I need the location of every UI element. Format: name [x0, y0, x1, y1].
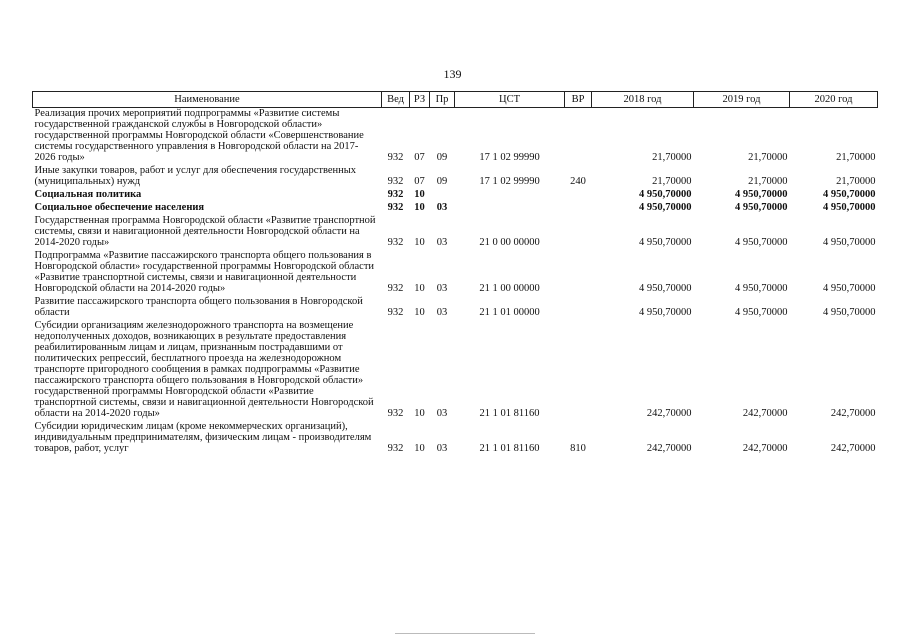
- table-row: [33, 215, 878, 250]
- cell-y2020: 4 950,70000: [823, 202, 876, 213]
- cell-name: Государственная программа Новгородской области «Развитие транспортной системы, связи и навигационной деятельности Новгородской области на 2014-2020 годы»: [34, 215, 376, 248]
- table-row: [33, 296, 878, 320]
- cell-vr: [565, 320, 592, 421]
- header-2018: 2018 год: [592, 92, 694, 108]
- cell-cst: 21 1 01 81160: [479, 443, 540, 454]
- cell-ved: 932: [387, 283, 404, 294]
- cell-vr: [565, 296, 592, 320]
- cell-rz: 10: [414, 408, 425, 419]
- cell-y2019: 4 950,70000: [735, 189, 788, 200]
- cell-rz: 10: [414, 283, 425, 294]
- cell-vr: [565, 108, 592, 166]
- cell-pr: 03: [436, 283, 448, 294]
- cell-pr: 03: [436, 202, 448, 213]
- cell-vr: [565, 202, 592, 215]
- cell-y2018: 4 950,70000: [639, 237, 692, 248]
- cell-cst: 21 1 00 00000: [479, 283, 540, 294]
- cell-y2019: 4 950,70000: [735, 202, 788, 213]
- cell-rz: 10: [414, 189, 425, 200]
- cell-y2019: 4 950,70000: [735, 307, 788, 318]
- cell-pr: 03: [436, 443, 448, 454]
- cell-rz: 10: [414, 202, 425, 213]
- cell-name: Развитие пассажирского транспорта общего пользования в Новгородской области: [34, 296, 363, 318]
- cell-y2018: 4 950,70000: [639, 307, 692, 318]
- cell-pr: 09: [436, 152, 448, 163]
- cell-y2020: 21,70000: [836, 152, 876, 163]
- cell-y2020: 242,70000: [830, 443, 876, 454]
- cell-vr: [565, 189, 592, 202]
- cell-ved: 932: [387, 152, 404, 163]
- cell-vr: 240: [570, 176, 586, 187]
- cell-ved: 932: [387, 408, 404, 419]
- cell-y2020: 4 950,70000: [823, 189, 876, 200]
- cell-rz: 10: [414, 237, 425, 248]
- cell-y2020: 4 950,70000: [823, 283, 876, 294]
- cell-y2018: 4 950,70000: [639, 189, 692, 200]
- cell-y2018: 242,70000: [646, 408, 692, 419]
- cell-y2018: 242,70000: [646, 443, 692, 454]
- budget-table: [32, 91, 878, 456]
- cell-rz: 10: [414, 443, 425, 454]
- cell-y2020: 242,70000: [830, 408, 876, 419]
- table-row: [33, 108, 878, 166]
- table-row: [33, 202, 878, 215]
- cell-vr: 810: [570, 443, 586, 454]
- header-pr: Пр: [430, 92, 455, 108]
- cell-cst: 21 0 00 00000: [479, 237, 540, 248]
- cell-y2019: 242,70000: [742, 408, 788, 419]
- cell-y2019: 4 950,70000: [735, 283, 788, 294]
- cell-pr: 09: [436, 176, 448, 187]
- table-row: [33, 165, 878, 189]
- cell-ved: 932: [387, 237, 404, 248]
- cell-y2020: 4 950,70000: [823, 307, 876, 318]
- cell-cst: 17 1 02 99990: [479, 152, 540, 163]
- table-header-row: [33, 92, 878, 108]
- cell-y2019: 4 950,70000: [735, 237, 788, 248]
- cell-y2018: 4 950,70000: [639, 283, 692, 294]
- cell-rz: 10: [414, 307, 425, 318]
- table-row: [33, 421, 878, 456]
- table-row: [33, 320, 878, 421]
- cell-name: Подпрограмма «Развитие пассажирского транспорта общего пользования в Новгородской области» государственной программы Новгородской области «Развитие транспортной системы, связи и навигационной деятельности Новгородской области на 2014-2020 годы»: [34, 250, 375, 294]
- cell-name: Социальное обеспечение населения: [34, 202, 205, 213]
- cell-rz: 07: [414, 152, 425, 163]
- cell-y2018: 4 950,70000: [639, 202, 692, 213]
- cell-y2020: 4 950,70000: [823, 237, 876, 248]
- cell-cst: [455, 189, 565, 202]
- cell-y2019: 21,70000: [748, 176, 788, 187]
- header-vr: ВР: [565, 92, 592, 108]
- cell-cst: 17 1 02 99990: [479, 176, 540, 187]
- cell-name: Реализация прочих мероприятий подпрограммы «Развитие системы государственной гражданской службы в Новгородской области» государственной программы Новгородской области «Совершенствование системы государственного управления в Новгородской области на 2017-2026 годы»: [34, 108, 364, 163]
- header-2019: 2019 год: [694, 92, 790, 108]
- table-body: [33, 108, 878, 457]
- cell-y2019: 21,70000: [748, 152, 788, 163]
- cell-ved: 932: [387, 176, 404, 187]
- cell-name: Социальная политика: [34, 189, 142, 200]
- cell-pr: [430, 189, 455, 202]
- footer-divider: [395, 633, 535, 634]
- cell-vr: [565, 215, 592, 250]
- cell-name: Субсидии организациям железнодорожного транспорта на возмещение недополученных доходов, возникающих в результате предоставления реабилитированным лицам и лицам, признанным пострадавшими от политических репрессий, бесплатного проезда на железнодорожном транспорте пригородного сообщения в рамках подпрограммы «Развитие пассажирского транспорта общего пользования в Новгородской области» государственной программы Новгородской области «Развитие транспортной системы, связи и навигационной деятельности Новгородской области на 2014-2020 годы»: [34, 320, 374, 419]
- cell-cst: 21 1 01 81160: [479, 408, 540, 419]
- table-row: [33, 189, 878, 202]
- cell-y2018: 21,70000: [652, 152, 692, 163]
- cell-name: Иные закупки товаров, работ и услуг для обеспечения государственных (муниципальных) нужд: [34, 165, 357, 187]
- header-ved: Вед: [382, 92, 410, 108]
- header-name: Наименование: [33, 92, 382, 108]
- cell-pr: 03: [436, 307, 448, 318]
- cell-y2019: 242,70000: [742, 443, 788, 454]
- table-row: [33, 250, 878, 296]
- header-cst: ЦСТ: [455, 92, 565, 108]
- cell-pr: 03: [436, 408, 448, 419]
- header-2020: 2020 год: [790, 92, 878, 108]
- cell-ved: 932: [387, 307, 404, 318]
- cell-ved: 932: [387, 202, 404, 213]
- cell-ved: 932: [387, 443, 404, 454]
- cell-ved: 932: [387, 189, 404, 200]
- cell-y2020: 21,70000: [836, 176, 876, 187]
- cell-cst: [455, 202, 565, 215]
- header-rz: РЗ: [410, 92, 430, 108]
- cell-rz: 07: [414, 176, 425, 187]
- cell-pr: 03: [436, 237, 448, 248]
- cell-cst: 21 1 01 00000: [479, 307, 540, 318]
- page-number: 139: [443, 67, 462, 81]
- cell-name: Субсидии юридическим лицам (кроме некоммерческих организаций), индивидуальным предпринимателям, физическим лицам - производителям товаров, работ, услуг: [34, 421, 372, 454]
- cell-y2018: 21,70000: [652, 176, 692, 187]
- cell-vr: [565, 250, 592, 296]
